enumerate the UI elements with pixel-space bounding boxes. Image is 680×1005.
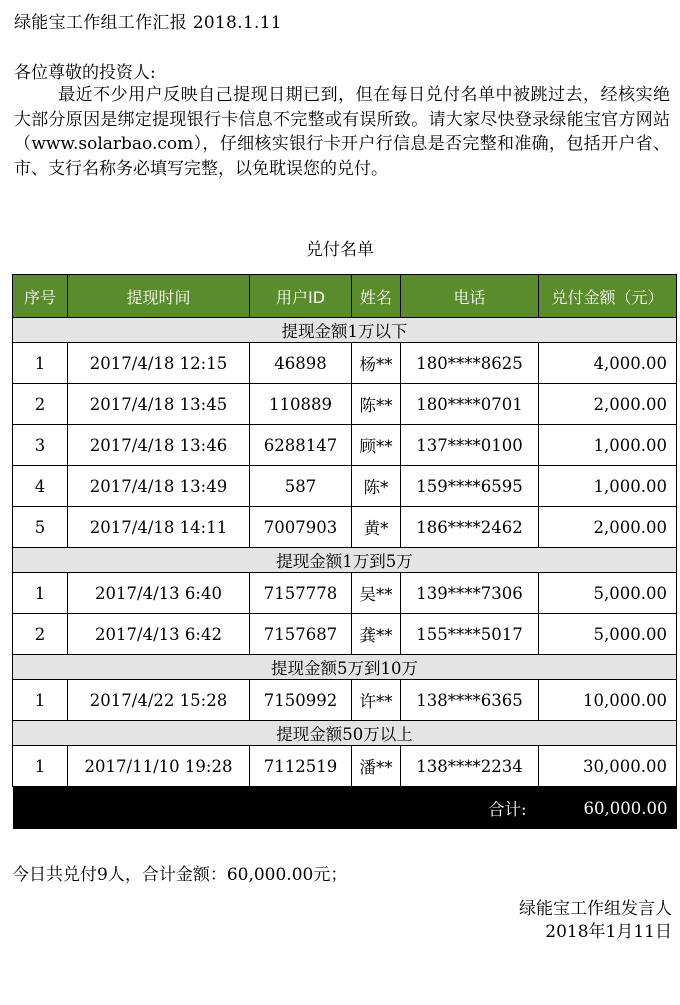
list-title: 兑付名单 xyxy=(306,240,374,260)
cell-phone: 138****6365 xyxy=(401,680,539,721)
cell-phone: 186****2462 xyxy=(401,507,539,548)
cell-time: 2017/4/13 6:42 xyxy=(68,614,250,655)
section-row xyxy=(13,318,677,343)
header-name: 姓名 xyxy=(352,275,401,318)
cell-time: 2017/4/13 6:40 xyxy=(68,573,250,614)
cell-no: 3 xyxy=(13,425,68,466)
section-row xyxy=(13,548,677,573)
total-label: 合计: xyxy=(13,787,539,830)
cell-phone: 180****0701 xyxy=(401,384,539,425)
cell-user-id: 7157687 xyxy=(250,614,352,655)
cell-no: 2 xyxy=(13,614,68,655)
cell-amount: 4,000.00 xyxy=(539,343,677,384)
cell-amount: 2,000.00 xyxy=(539,384,677,425)
section-row xyxy=(13,655,677,680)
cell-user-id: 7150992 xyxy=(250,680,352,721)
cell-no: 4 xyxy=(13,466,68,507)
table-row xyxy=(13,507,677,548)
table-row xyxy=(13,466,677,507)
section-label: 提现金额50万以上 xyxy=(13,721,677,746)
section-row xyxy=(13,721,677,746)
table-row xyxy=(13,614,677,655)
table-row xyxy=(13,573,677,614)
header-amount: 兑付金额（元） xyxy=(539,275,677,318)
cell-phone: 155****5017 xyxy=(401,614,539,655)
cell-user-id: 110889 xyxy=(250,384,352,425)
payout-table xyxy=(12,274,677,829)
cell-amount: 1,000.00 xyxy=(539,466,677,507)
summary-text: 今日共兑付9人，合计金额：60,000.00元； xyxy=(12,865,348,885)
table-row xyxy=(13,384,677,425)
cell-no: 2 xyxy=(13,384,68,425)
cell-name: 吴** xyxy=(352,573,401,614)
greeting: 各位尊敬的投资人: xyxy=(14,63,156,83)
section-label: 提现金额1万到5万 xyxy=(13,548,677,573)
cell-phone: 159****6595 xyxy=(401,466,539,507)
cell-time: 2017/4/18 12:15 xyxy=(68,343,250,384)
cell-name: 黄* xyxy=(352,507,401,548)
total-row xyxy=(13,787,677,830)
cell-name: 陈** xyxy=(352,384,401,425)
cell-name: 杨** xyxy=(352,343,401,384)
table-row xyxy=(13,343,677,384)
table-row xyxy=(13,425,677,466)
header-time: 提现时间 xyxy=(68,275,250,318)
cell-phone: 137****0100 xyxy=(401,425,539,466)
cell-time: 2017/11/10 19:28 xyxy=(68,746,250,787)
cell-name: 潘** xyxy=(352,746,401,787)
cell-user-id: 587 xyxy=(250,466,352,507)
cell-no: 5 xyxy=(13,507,68,548)
cell-name: 龚** xyxy=(352,614,401,655)
cell-no: 1 xyxy=(13,680,68,721)
table-header-row xyxy=(13,275,677,318)
cell-no: 1 xyxy=(13,343,68,384)
cell-time: 2017/4/18 14:11 xyxy=(68,507,250,548)
header-no: 序号 xyxy=(13,275,68,318)
total-value: 60,000.00 xyxy=(539,787,677,830)
cell-phone: 138****2234 xyxy=(401,746,539,787)
cell-no: 1 xyxy=(13,746,68,787)
section-label: 提现金额1万以下 xyxy=(13,318,677,343)
cell-time: 2017/4/18 13:45 xyxy=(68,384,250,425)
notice-paragraph: 最近不少用户反映自己提现日期已到，但在每日兑付名单中被跳过去，经核实绝大部分原因是绑定提现银行卡信息不完整或有误所致。请大家尽快登录绿能宝官方网站（www.solarbao.com），仔细核实银行卡开户行信息是否完整和准确，包括开户省、市、支行名称务必填写完整，以免耽误您的兑付。 xyxy=(14,85,670,179)
signature: 绿能宝工作组发言人 xyxy=(519,899,672,919)
cell-time: 2017/4/22 15:28 xyxy=(68,680,250,721)
cell-user-id: 6288147 xyxy=(250,425,352,466)
cell-phone: 180****8625 xyxy=(401,343,539,384)
cell-name: 许** xyxy=(352,680,401,721)
cell-amount: 5,000.00 xyxy=(539,573,677,614)
cell-time: 2017/4/18 13:49 xyxy=(68,466,250,507)
cell-phone: 139****7306 xyxy=(401,573,539,614)
report-title: 绿能宝工作组工作汇报 2018.1.11 xyxy=(14,13,282,33)
cell-user-id: 7157778 xyxy=(250,573,352,614)
signature-date: 2018年1月11日 xyxy=(545,922,672,942)
table-body xyxy=(13,318,677,787)
cell-name: 顾** xyxy=(352,425,401,466)
header-phone: 电话 xyxy=(401,275,539,318)
cell-no: 1 xyxy=(13,573,68,614)
signature-block xyxy=(519,898,672,944)
cell-amount: 10,000.00 xyxy=(539,680,677,721)
cell-amount: 1,000.00 xyxy=(539,425,677,466)
cell-user-id: 7007903 xyxy=(250,507,352,548)
cell-time: 2017/4/18 13:46 xyxy=(68,425,250,466)
section-label: 提现金额5万到10万 xyxy=(13,655,677,680)
table-row xyxy=(13,746,677,787)
cell-amount: 5,000.00 xyxy=(539,614,677,655)
header-user-id: 用户ID xyxy=(250,275,352,318)
cell-user-id: 7112519 xyxy=(250,746,352,787)
cell-amount: 2,000.00 xyxy=(539,507,677,548)
cell-name: 陈* xyxy=(352,466,401,507)
cell-user-id: 46898 xyxy=(250,343,352,384)
cell-amount: 30,000.00 xyxy=(539,746,677,787)
table-row xyxy=(13,680,677,721)
